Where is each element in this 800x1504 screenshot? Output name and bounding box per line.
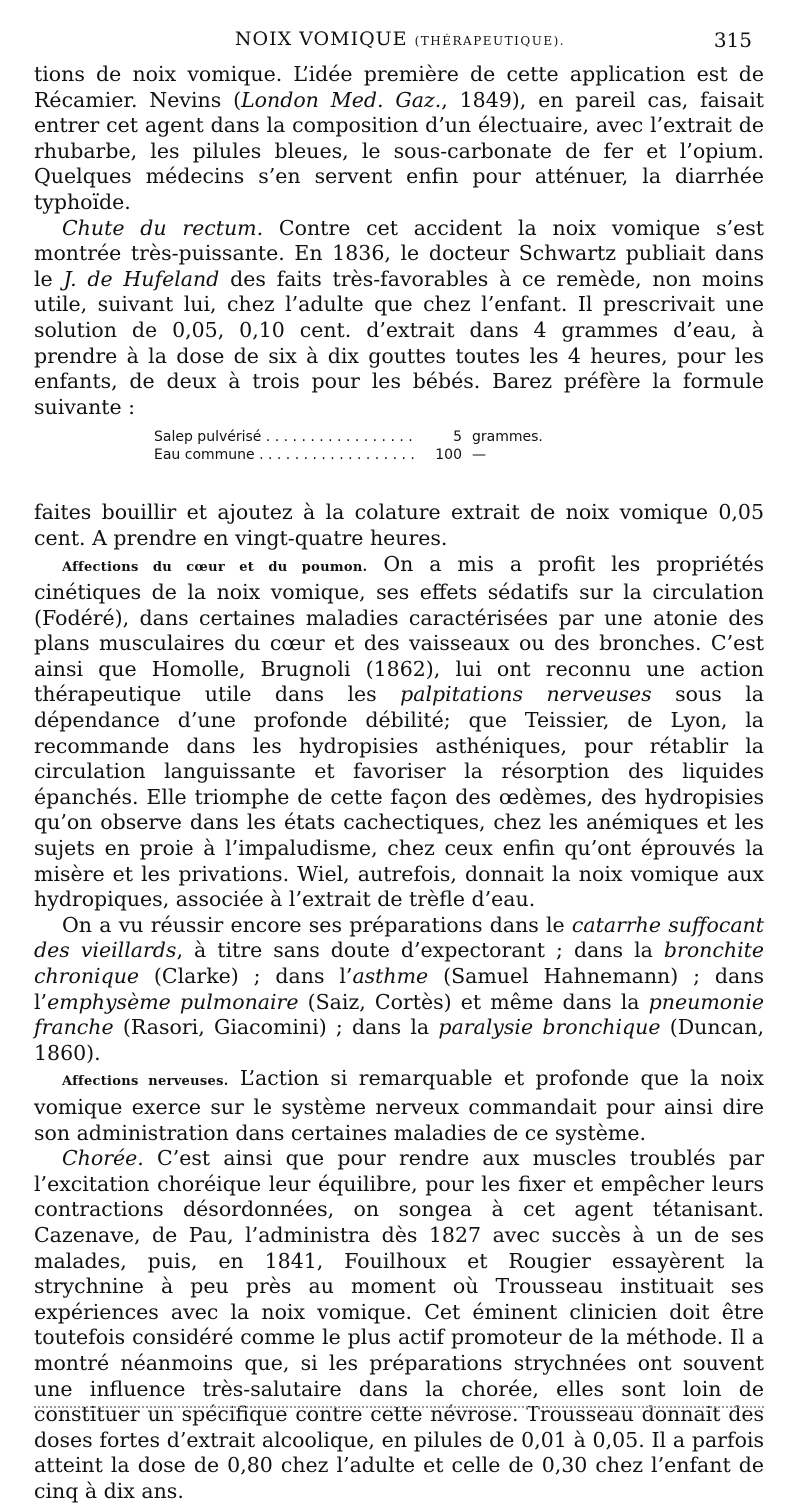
text-run: , 1849), en pareil cas, faisait entrer cet agent dans la composition d’un électuaire, avec l’extrait de rhubarbe, les pilules bleues, le sous-carbonate de fer et l’opium. Quelques médecins s’en servent enfin pour atténuer, la diarrhée typhoïde.	[34, 87, 764, 214]
term-italic: paralysie bronchique	[438, 1015, 661, 1040]
recipe-row	[154, 446, 764, 464]
text-run: , à titre sans doute d’expectorant ; dans la	[176, 938, 664, 963]
paragraph-chute-du-rectum	[34, 216, 764, 421]
term-italic: bronchite chronique	[34, 938, 764, 988]
subsection-heading: Chute du rectum.	[62, 215, 264, 240]
recipe-formula	[154, 428, 764, 464]
text-run: On a mis a profit les propriétés cinétiques de la noix vomique, ses effets sédatifs sur la circulation (Fodéré), dans certaines maladies caractérisées par une atonie des plans musculaires du cœur et des vaisseaux ou des bronches. C’est ainsi que Homolle, Brugnoli (1862), lui ont reconnu une action thérapeutique utile dans les	[34, 551, 764, 707]
paragraph-continuation	[34, 62, 764, 216]
page-number: 315	[713, 28, 752, 52]
recipe-row	[154, 428, 764, 446]
text-run: faites bouillir et ajoutez à la colature extrait de noix vomique 0,05 cent. A prendre en vingt-quatre heures.	[34, 500, 764, 550]
text-run: (Saiz, Cortès) et même dans la	[298, 989, 649, 1014]
term-italic: catarrhe suffocant des vieillards	[34, 912, 764, 963]
title-subtitle: (THÉRAPEUTIQUE).	[414, 34, 566, 48]
text-run: des faits très-favorables à ce remède, non moins utile, suivant lui, chez l’adulte que chez l’enfant. Il prescrivait une solution de 0,05, 0,10 cent. d’extrait dans 4 grammes d’eau, à prendre à la dose de six à dix gouttes toutes les 4 heures, pour les enfants, de deux à trois pour les bébés. Barez préfère la formule suivante :	[34, 266, 764, 419]
citation-italic: J. de Hufeland	[63, 266, 220, 291]
recipe-unit: grammes.	[472, 429, 543, 446]
term-italic: asthme	[352, 964, 429, 988]
recipe-unit: —	[472, 447, 486, 464]
text-run: On a vu réussir encore ses préparations dans le	[62, 912, 572, 937]
text-run: L’action si remarquable et profonde que la noix vomique exerce sur le système nerveux commandait pour ainsi dire son administration dans certaines maladies de ce système.	[34, 1066, 764, 1145]
term-italic: palpitations nerveuses	[400, 682, 652, 707]
term-italic: emphysème pulmonaire	[47, 989, 299, 1014]
text-run: (Samuel Hahnemann) ; dans l’	[34, 964, 764, 1014]
section-heading: Affections nerveuses.	[62, 1074, 229, 1090]
paragraph-coeur-poumon	[34, 552, 764, 913]
text-run: C’est ainsi que pour rendre aux muscles troublés par l’excitation choréique leur équilibre, pour les fixer et empêcher leurs contractions désordonnées, on songea à cet agent tétanisant. Cazenave, de Pau, l’administra dès 1827 avec succès à un de ses malades, puis, en 1841, Fouilhoux et Rougier essayèrent la strychnine à peu près au moment où Trousseau instituait ses expériences avec la noix vomique. Cet éminent clinicien doit être toutefois considéré comme le plus actif promoteur de la méthode. Il a montré néanmoins que, si les préparations strychnées ont souvent une influence très-salutaire dans la chorée, elles sont loin de constituer un spécifique contre cette névrose. Trousseau donnait des doses fortes d’extrait alcoolique, en pilules de 0,01 à 0,05. Il a parfois atteint la dose de 0,80 chez l’adulte et celle de 0,30 chez l’enfant de cinq à dix ans.	[34, 1146, 764, 1503]
recipe-quantity: 100	[435, 447, 462, 464]
paragraph-recipe-instructions	[34, 500, 764, 551]
running-title	[0, 28, 800, 50]
text-run: (Rasori, Giacomini) ; dans la	[113, 1015, 439, 1040]
running-header	[0, 28, 800, 58]
paragraph-nerveuses	[34, 1066, 764, 1146]
paragraph-choree	[34, 1146, 764, 1504]
text-run: Contre cet accident la noix vomique s’est montrée très-puissante. En 1836, le docteur Schwartz publiait dans le	[34, 215, 765, 291]
footer-rule	[34, 1406, 764, 1408]
text-run: (Duncan, 1860).	[34, 1015, 764, 1065]
section-heading: Affections du cœur et du poumon.	[62, 559, 368, 575]
term-italic: pneumonie franche	[34, 989, 765, 1040]
recipe-ingredient: Eau commune . . .	[154, 446, 414, 464]
text-run: sous la dépendance d’une profonde débilité; que Teissier, de Lyon, la recommande dans les hydropisies asthéniques, pour rétablir la circulation languissante et favoriser la résorption des liquides épanchés. Elle triomphe de cette façon des œdèmes, des hydropisies qu’on observe dans les états cachectiques, chez les anémiques et les sujets en proie à l’impaludisme, chez ceux enfin qu’ont éprouvés la misère et les privations. Wiel, autrefois, donnait la noix vomique aux hydropiques, associée à l’extrait de trèfle d’eau.	[34, 682, 764, 912]
body-text	[34, 62, 764, 1504]
text-run: (Clarke) ; dans l’	[139, 964, 353, 988]
recipe-ingredient: Salep pulvérisé . . .	[154, 428, 414, 446]
subsection-heading: Chorée.	[62, 1146, 144, 1171]
recipe-quantity: 5	[453, 429, 462, 446]
paragraph-respiratory	[34, 913, 764, 1067]
title-main: NOIX VOMIQUE	[234, 28, 408, 50]
text-run: tions de noix vomique. L’idée première de cette application est de Récamier. Nevins (	[34, 62, 764, 112]
citation-italic: London Med. Gaz.	[241, 87, 442, 112]
